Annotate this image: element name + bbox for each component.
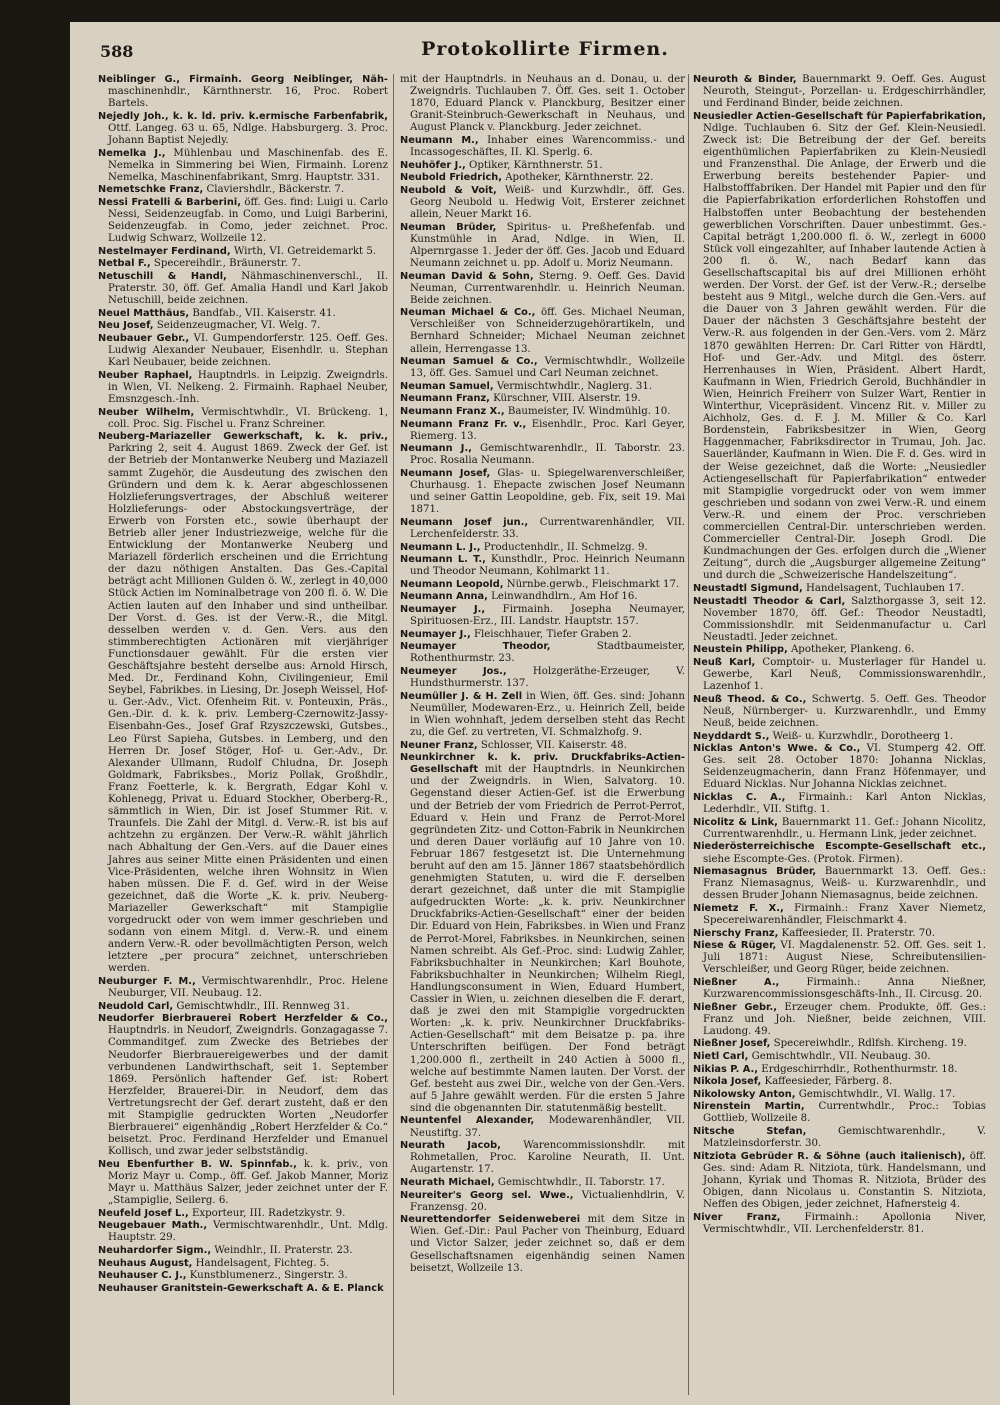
firm-details: Apotheker, Plankeng. 6. <box>790 644 915 656</box>
firm-details: Spiritus- u. Preßhefenfab. und Kunstmühle in Arad, Ndlge. in Wien, II. Alpernrgasse 1. Jeder der öff. Ges. Jacob und Eduard Neumann zeichnet u. pp. Adolf u. Moriz Neumann. <box>410 221 685 269</box>
firm-entry <box>400 740 685 752</box>
firm-entry <box>693 1051 986 1063</box>
firm-name: Neuman Samuel, <box>400 380 494 392</box>
firm-name: Nierschy Franz, <box>693 927 779 939</box>
firm-entry <box>693 977 986 1001</box>
firm-name: Neumann Josef jun., <box>400 516 529 528</box>
firm-name: Neufeld Josef L., <box>98 1207 189 1219</box>
firm-entry <box>98 1013 388 1158</box>
firm-entry <box>400 185 685 221</box>
firm-details: Victualienhdlrin, V. Franzensg. 20. <box>410 1189 685 1213</box>
column-divider <box>688 74 689 1395</box>
firm-details: VI. Stumperg 42. Off. Ges. seit 28. October 1870: Johanna Nicklas, Seidenzeugmacherin, dann Franz Höfenmayer, und Eduard Nicklas. Nur Johanna Nicklas zeichnet. <box>703 743 986 791</box>
firm-name: Nießner A., <box>693 976 780 988</box>
firm-name: Nikola Josef, <box>693 1076 762 1088</box>
firm-details: Productenhdlr., II. Schmelzg. 9. <box>483 541 648 553</box>
firm-details: Salzthorgasse 3, seit 12. November 1870, öff. Gef.: Theodor Neustadtl, Commissionshdlr. mit Seidenmanufactur u. Carl Neustadtl. Jeder zeichnet. <box>703 595 986 643</box>
firm-name: Nitsche Stefan, <box>693 1126 807 1138</box>
firm-details: Glas- u. Spiegelwarenverschleißer, Churhausg. 1. Ehepacte zwischen Josef Neumann und seiner Gattin Leopoldine, geb. Fix, seit 19. Mai 1871. <box>410 468 685 516</box>
firm-name: Neuntenfel Alexander, <box>400 1115 535 1127</box>
firm-entry <box>693 731 986 743</box>
firm-name: Neumann Josef, <box>400 468 491 479</box>
firm-name: Neustein Philipp, <box>693 644 788 656</box>
firm-details: Comptoir- u. Musterlager für Handel u. Gewerbe, Karl Neuß, Commissionswarenhdlr., Lazenhof 1. <box>703 657 986 693</box>
firm-details: siehe Escompte-Ges. (Protok. Firmen). <box>703 853 903 865</box>
firm-details: maschinenhdlr., Kärnthnerstr. 16, Proc. Robert Bartels. <box>108 86 388 110</box>
firm-name: Neumüller J. & H. Zell <box>400 690 523 702</box>
firm-entry <box>693 1038 986 1050</box>
firm-name: Nestelmayer Ferdinand, <box>98 245 231 257</box>
firm-details: Firmainh. Josepha Neumayer, Spirituosen-Erz., III. Landstr. Hauptstr. 157. <box>410 604 685 628</box>
firm-details: Mühlenbau und Maschinenfab. des E. Nemelka in Simmering bei Wien, Firmainh. Lorenz Nemelka, Maschinenfabrikant, Smrg. Hauptstr. 331. <box>108 147 388 183</box>
firm-entry <box>400 641 685 665</box>
firm-name: Neubold Friedrich, <box>400 172 502 184</box>
firm-entry <box>400 468 685 516</box>
firm-name: Neumann L. T., <box>400 554 486 566</box>
firm-details: Leinwandhdlrn., Am Hof 16. <box>491 591 638 603</box>
firm-entry <box>400 160 685 172</box>
firm-details: Ndlge. Tuchlauben 6. Sitz der Gef. Klein-Neusiedl. Zweck ist: Die Betreibung der der Gef. bereits eigenthümlichen Papierfabriken zu Klein-Neusiedl und Franzensthal. Die Anlage, der Erwerb und die Erwerbung bereits bestehender Papier- und Halbstofffabriken. Der Handel mit Papier und den für die Papierfabrikation erforderlichen Rohstoffen und Halbstoffen unter Beobachtung der bestehenden gewerblichen Vorschriften. Dauer unbestimmt. Ges.-Capital beträgt 1,200.000 fl. ö. W., zerlegt in 6000 Stück voll eingezahlter, auf Inhaber lautende Actien à 200 fl. ö. W., nach Bedarf kann das Gesellschaftscapital bis auf drei Millionen erhöht werden. Der Vorst. der Gef. ist der Verw.-R.; derselbe besteht aus 9 Mitgl., welche durch die Gen.-Vers. auf die Dauer von 3 Jahren gewählt werden. Für die Dauer der nächsten 3 Geschäftsjahre besteht der Verw.-R. aus folgenden in der Gen.-Vers. vom 2. März 1870 gewählten Herren: Dr. Carl Ritter von Härdtl, Hof- und Ger.-Adv. und Mitgl. des österr. Herrenhauses in Wien, Präsident. Albert Hardt, Kaufmann in Wien, Friedrich Gerold, Buchhändler in Wien, Heinrich Freiherr von Sulzer Wart, Rentier in Winterthur, Vicepräsident. Vincenz Rit. v. Miller zu Aichholz, Ges. d. F. J. M. Miller & Co. Karl Bordenstein, Fabriksbesitzer in Wien, Georg Haggenmacher, Fabriksdirector in Trumau, Joh. Jac. Sauerländer, Kaufmann in Wien. Die F. d. Ges. wird in der Weise gezeichnet, daß die Worte: „Neusiedler Actiengesellschaft für Papierfabrikation“ entweder mit Stampiglie vorgedruckt oder von wem immer geschrieben und sodann von zwei Verw.-R. und einem Verw.-R. und einem der Proc. verschrieben commerciellen Central-Dir. unterschrieben werden. Commercieller Central-Dir. Joseph Grodl. Die Kundmachungen der Ges. erfolgen durch die „Wiener Zeitung“, durch die „Augsburger allgemeine Zeitung“ und durch die „Schweizerische Handelszeitung“. <box>703 122 986 582</box>
firm-name: Neyddardt S., <box>693 730 770 742</box>
firm-entry <box>693 940 986 976</box>
firm-name: Neuber Raphael, <box>98 369 193 381</box>
firm-name: Neuhardorfer Sigm., <box>98 1245 212 1256</box>
firm-entry <box>98 1208 388 1220</box>
firm-entry <box>693 694 986 730</box>
firm-name: Netuschill & Handl, <box>98 271 227 282</box>
firm-name: Neuhöfer J., <box>400 159 466 171</box>
firm-details: Exporteur, III. Radetzkystr. 9. <box>191 1207 346 1219</box>
firm-details: Gemischtwarenhdlr., V. Matzleinsdorferstr. 30. <box>703 1126 986 1150</box>
firm-name: Neuner Franz, <box>400 739 478 751</box>
firm-entry <box>693 1002 986 1038</box>
firm-details: Specereiwhdlr., Rdlfsh. Kircheng. 19. <box>773 1038 967 1050</box>
firm-details: Kaffeesieder, II. Praterstr. 70. <box>781 927 935 939</box>
firm-name: Neubauer Gebr., <box>98 332 190 344</box>
firm-entry <box>98 1159 388 1207</box>
firm-name: Nemetschke Franz, <box>98 184 204 196</box>
firm-entry <box>400 752 685 1115</box>
firm-entry <box>98 370 388 406</box>
page-number: 588 <box>100 42 134 61</box>
firm-name: Neumann Franz Fr. v., <box>400 418 527 430</box>
firm-name: Nießner Gebr., <box>693 1001 777 1013</box>
firm-details: k. k. priv., von Moriz Mayr u. Comp., öff. Gef. Jakob Manner, Moriz Mayr u. Matthäus Salzer, jeder zeichnet unter der F. „Stampiglie, Seilerg. 6. <box>108 1158 388 1207</box>
firm-name: Neuburger F. M., <box>98 975 196 987</box>
firm-details: Handelsagent, Fichteg. 5. <box>195 1257 330 1269</box>
firm-name: Neugebauer Math., <box>98 1220 208 1232</box>
firm-entry <box>98 1270 388 1282</box>
firm-details: mit der Hauptndrls. in Neunkirchen und der Zweigndrls. in Wien, Salvatorg. 10. Gegenstand dieser Actien-Gef. ist die Erwerbung und der Betrieb der vom Friedrich de Perrot-Perrot, Eduard v. Hein und Franz de Perrot-Morel gegründeten Zitz- und Cotton-Fabrik in Neunkirchen und deren Dauer vorläufig auf 10 Jahre von 10. Februar 1867 festgesetzt ist. Die Unternehmung beruht auf den am 15. Jänner 1867 staatsbehördlich genehmigten Statuten, u. wird die F. derselben derart gezeichnet, daß unter die mit Stampiglie aufgedruckten Worte: „k. k. priv. Neunkirchner Druckfabriks-Actien-Gesellschaft“ einer der beiden Dir. Eduard von Hein, Fabriksbes. in Wien und Franz de Perrot-Morel, Fabriksbes. in Neunkirchen, seinen Namen schreibt. Als Gef.-Proc. sind: Ludwig Zahler, Fabriksbuchhalter in Neunkirchen; Karl Bouhote, Fabriksbuchhalter in Neunkirchen; Wilhelm Riegl, Handlungsconsument in Wien, Eduard Humbert, Cassier in Wien, u. zeichnen dieselben die F. derart, daß je zwei den mit Stampiglie vorgedruckten Worten: „k. k. priv. Neunkirchner Druckfabriks-Actien-Gesellschaft“ mit dem Beisatze p. pa. ihre Unterschriften beifügen. Der Fond beträgt 1,200.000 fl., zertheilt in 240 Actien à 5000 fl., welche auf bestimmte Namen lauten. Der Vorst. der Gef. besteht aus zwei Dir., welche von der Gen.-Vers. auf 5 Jahre gewählt werden. Für die ersten 5 Jahre sind die obgenannten Dir. statutenmäßig bestellt. <box>410 764 685 1114</box>
firm-entry <box>98 1245 388 1257</box>
firm-entry <box>693 928 986 940</box>
firm-entry <box>693 1126 986 1150</box>
firm-entry <box>98 246 388 258</box>
document-page <box>70 22 1000 1405</box>
firm-name: Niver Franz, <box>693 1211 781 1223</box>
firm-entry <box>693 74 986 110</box>
firm-name: Neusiedler Actien-Gesellschaft für Papierfabrikation, <box>693 110 986 122</box>
firm-details: Bauernmarkt 13. Oeff. Ges.: Franz Niemasagnus, Weiß- u. Kurzwarenhdlr., und dessen Bruder Johann Niemasagnus, beide zeichnen. <box>703 866 986 902</box>
firm-details: VI. Gumpendorferstr. 125. Oeff. Ges. Ludwig Alexander Neubauer, Eisenhdlr. u. Stephan Karl Neubauer, beide zeichnen. <box>108 332 388 369</box>
firm-details: Modewarenhändler, VII. Neustiftg. 37. <box>410 1115 685 1139</box>
firm-name: Nikias P. A., <box>693 1063 759 1075</box>
firm-name: Neumayer Theodor, <box>400 641 551 653</box>
firm-name: Neubold & Voit, <box>400 184 497 196</box>
firm-details: Vermischtwhdlr., Wollzeile 13, öff. Ges. Samuel und Carl Neuman zeichnet. <box>410 356 685 380</box>
middle-column <box>400 74 685 1397</box>
firm-name: Neurath Michael, <box>400 1176 495 1188</box>
firm-name: Neumeyer Jos., <box>400 666 507 677</box>
firm-name: Nejedly Joh., k. k. ld. priv. k.ermische Farbenfabrik, <box>98 110 388 122</box>
firm-name: Nemelka J., <box>98 147 166 159</box>
firm-details: Erdgeschirrhdlr., Rothenthurmstr. 18. <box>761 1063 958 1075</box>
firm-entry <box>98 197 388 245</box>
firm-entry <box>693 596 986 644</box>
firm-details: Bauernmarkt 11. Gef.: Johann Nicolitz, Currentwarenhdlr., u. Hermann Link, jeder zeichnet. <box>703 816 986 840</box>
firm-details: Eisenhdlr., Proc. Karl Geyer, Riemerg. 13. <box>410 418 685 442</box>
firm-entry <box>98 407 388 431</box>
right-column <box>693 74 986 1397</box>
firm-entry <box>693 841 986 865</box>
firm-entry <box>98 1283 388 1295</box>
firm-name: Neiblinger G., Firmainh. Georg Neiblinger, Näh- <box>98 74 388 85</box>
firm-details: in Wien, öff. Ges. sind: Johann Neumüller, Modewaren-Erz., u. Heinrich Zell, beide in Wien wohnhaft, jedem derselben steht das Recht zu, die Gef. zu vertreten, VI. Schmalzhofg. 9. <box>410 690 685 738</box>
firm-name: Neurath Jacob, <box>400 1140 501 1152</box>
firm-name: Neumann Anna, <box>400 591 488 603</box>
firm-details: Nähmaschinenverschl., II. Praterstr. 30, öff. Gef. Amalia Handl und Karl Jakob Netuschill, beide zeichnen. <box>108 271 388 307</box>
firm-entry <box>98 1258 388 1270</box>
firm-details: Gemischtwhdlr., II. Taborstr. 17. <box>497 1176 665 1188</box>
firm-name: Neurettendorfer Seidenweberei <box>400 1214 581 1226</box>
firm-name: Neureiter's Georg sel. Wwe., <box>400 1189 574 1201</box>
firm-details: Gemischtwhdlr., VI. Wallg. 17. <box>798 1088 956 1100</box>
firm-entry <box>693 644 986 656</box>
firm-name: Neumann L. J., <box>400 541 481 553</box>
firm-name: Neuel Matthäus, <box>98 307 190 319</box>
firm-details: Vermischtwhdlr., VI. Brückeng. 1, coll. Proc. Sig. Fischel u. Franz Schreiner. <box>108 406 388 430</box>
firm-details: Optiker, Kärnthnerstr. 51. <box>469 159 603 171</box>
firm-entry <box>98 1220 388 1244</box>
firm-name: Neuber Wilhelm, <box>98 406 195 418</box>
page-title: Protokollirte Firmen. <box>421 38 669 60</box>
firm-entry <box>400 604 685 628</box>
firm-entry <box>400 579 685 591</box>
firm-details: Gemischtwhdlr., III. Rennweg 31. <box>176 1000 350 1012</box>
firm-entry <box>693 1064 986 1076</box>
firm-name: Nietl Carl, <box>693 1051 749 1062</box>
firm-name: Nießner Josef, <box>693 1038 771 1050</box>
firm-name: Neumayer J., <box>400 604 486 616</box>
firm-entry <box>98 111 388 147</box>
firm-entry <box>693 792 986 816</box>
firm-name: Neunkirchner k. k. priv. Druckfabriks-Actien-Gesellschaft <box>400 752 685 776</box>
firm-details: Ottf. Langeg. 63 u. 65, Ndlge. Habsburgerg. 3. Proc. Johann Baptist Nejedly. <box>108 122 388 146</box>
firm-entry <box>400 517 685 541</box>
firm-details: Bauernmarkt 9. Oeff. Ges. August Neuroth, Steingut-, Porzellan- u. Erdgeschirrhändler, und Ferdinand Binder, beide zeichnen. <box>703 74 986 110</box>
firm-details: VI. Magdalenenstr. 52. Off. Ges. seit 1. Juli 1871: August Niese, Schreibutensilien-Verschleißer, und Georg Rüger, beide zeichnen. <box>703 940 986 976</box>
firm-name: Neuman Brüder, <box>400 221 497 233</box>
firm-name: Niese & Rüger, <box>693 940 777 952</box>
firm-details: Weiß- und Kurzwhdlr., öff. Ges. Georg Neubold u. Hedwig Voit, Ersterer zeichnet allein, Neuer Markt 16. <box>410 184 685 221</box>
firm-entry <box>693 903 986 927</box>
firm-name: Neuberg-Mariazeller Gewerkschaft, k. k. priv., <box>98 431 388 443</box>
firm-entry <box>400 629 685 641</box>
firm-entry <box>400 172 685 184</box>
firm-name: Nikolowsky Anton, <box>693 1088 796 1100</box>
firm-name: Neuhaus August, <box>98 1257 193 1269</box>
firm-details: öff. Ges. Michael Neuman, Verschleißer von Schneiderzugehörartikeln, und Bernhard Schneider; Michael Neuman zeichnet allein, Herrengasse 13. <box>410 307 685 355</box>
firm-details: mit dem Sitze in Wien. Gef.-Dir.: Paul Pacher von Theinburg, Eduard und Victor Salzer, jeder zeichnet so, daß er dem Gesellschaftsnamen eigenhändig seinen Namen beisetzt, Wollzeile 13. <box>410 1214 685 1274</box>
firm-details: Kürschner, VIII. Alserstr. 19. <box>493 393 641 405</box>
firm-entry <box>693 817 986 841</box>
firm-name: Neuhauser C. J., <box>98 1270 187 1282</box>
column-divider <box>393 74 394 1395</box>
firm-entry <box>98 148 388 184</box>
firm-details: mit der Hauptndrls. in Neuhaus an d. Donau, u. der Zweigndrls. Tuchlauben 7. Öff. Ges. seit 1. October 1870, Eduard Planck v. Planckburg, Besitzer einer Granit-Steinbruch-Gewerkschaft in Neuhaus, und August Planck v. Planckburg. Jeder zeichnet. <box>400 74 685 134</box>
firm-details: Erzeuger chem. Produkte, öff. Ges.: Franz und Joh. Nießner, beide zeichnen, VIII. Laudong. 49. <box>703 1001 986 1037</box>
firm-name: Neuroth & Binder, <box>693 74 797 85</box>
firm-details: Fleischhauer, Tiefer Graben 2. <box>473 628 632 640</box>
firm-entry <box>400 666 685 690</box>
firm-details: Wirth, VI. Getreidemarkt 5. <box>233 245 377 257</box>
firm-details: Stadtbaumeister, Rothenthurmstr. 23. <box>410 641 685 665</box>
firm-details: Warencommissionshdlr. mit Rohmetallen, Proc. Karoline Neurath, II. Unt. Augartenstr. 17. <box>410 1140 685 1176</box>
firm-entry <box>400 356 685 380</box>
firm-details: Specereihdlr., Bräunerstr. 7. <box>153 258 301 270</box>
firm-details: Vermischtwhdlr., Naglerg. 31. <box>496 380 653 392</box>
page-header <box>100 38 990 68</box>
firm-name: Neuman Michael & Co., <box>400 307 536 319</box>
firm-details: Kunstblumenerz., Singerstr. 3. <box>189 1270 348 1282</box>
firm-entry <box>400 591 685 603</box>
firm-details: Firmainh.: Anna Nießner, Kurzwarencommissionsgeschäfts-Inh., II. Circusg. 20. <box>703 976 986 1001</box>
firm-entry <box>400 381 685 393</box>
firm-entry <box>693 1212 986 1236</box>
firm-name: Nicklas C. A., <box>693 792 786 804</box>
firm-entry <box>693 866 986 902</box>
firm-details: Kunsthdlr., Proc. Heinrich Neumann und Theodor Neumann, Kohlmarkt 11. <box>410 554 685 578</box>
firm-entry <box>400 542 685 554</box>
firm-details: Nürnbe.gerwb., Fleischmarkt 17. <box>506 578 680 590</box>
firm-entry <box>400 406 685 418</box>
firm-entry <box>98 320 388 332</box>
firm-name: Neumann Franz X., <box>400 406 505 418</box>
firm-name: Neumann J., <box>400 443 472 455</box>
firm-details: öff. Ges. find: Luigi u. Carlo Nessi, Seidenzeugfab. in Como, und Luigi Barberini, Seidenzeugfab. in Como, jeder zeichnet. Proc. Ludwig Schwarz, Wollzeile 12. <box>108 196 388 245</box>
firm-details: Holzgeräthe-Erzeuger, V. Hundsthurmerstr. 137. <box>410 666 685 690</box>
firm-entry <box>400 393 685 405</box>
firm-details: Currentwhdlr., Proc.: Tobias Gottlieb, Wollzeile 8. <box>703 1101 986 1125</box>
firm-details: Hauptndrls. in Leipzig. Zweigndrls. in Wien, VI. Nelkeng. 2. Firmainh. Raphael Neuber, Emsnzgesch.-Inh. <box>108 369 388 405</box>
firm-entry <box>693 583 986 595</box>
firm-entry <box>400 1214 685 1274</box>
firm-details: Hauptndrls. in Neudorf, Zweigndrls. Gonzagagasse 7. Commanditgef. zum Zwecke des Betriebes der Neudorfer Bierbrauereigewerbes und der damit verbundenen Landwirthschaft, seit 1. September 1869. Persönlich haftender Gef. ist: Robert Herzfelder, Brauerei-Dir. in Neudorf, dem das Vertretungsrecht der Gef. derart zusteht, daß er den mit Stampiglie gedruckten Worten „Neudorfer Bierbrauerei“ eigenhändig „Robert Herzfelder & Co.“ beisetzt. Proc. Ferdinand Herzfelder und Emanuel Kollisch, und zwar jeder selbstständig. <box>108 1025 388 1158</box>
firm-name: Neustadtl Theodor & Carl, <box>693 595 846 607</box>
firm-entry <box>400 419 685 443</box>
firm-name: Nicolitz & Link, <box>693 816 778 828</box>
firm-details: Weiß- u. Kurzwhdlr., Dorotheerg 1. <box>772 730 954 742</box>
firm-entry <box>400 1177 685 1189</box>
firm-name: Neumann Leopold, <box>400 578 504 590</box>
firm-entry <box>400 1140 685 1176</box>
firm-details: Kaffeesieder, Färberg. 8. <box>764 1076 893 1088</box>
firm-entry <box>693 743 986 791</box>
firm-entry <box>400 443 685 467</box>
firm-details: Schwertg. 5. Oeff. Ges. Theodor Neuß, Nürnberger- u. Kurzwarenhdlr., und Emmy Neuß, beide zeichnen. <box>703 693 986 729</box>
firm-name: Neuman David & Sohn, <box>400 270 534 282</box>
firm-details: Vermischtwarenhdlr., Unt. Mdlg. Hauptstr. 29. <box>108 1220 388 1244</box>
firm-details: öff. Ges. sind: Adam R. Nitziota, türk. Handelsmann, und Johann, Kyriak und Thomas R. Nitziota, Brüder des Obigen, dann Nicolaus u. Constantin S. Nitziota, Neffen des Obigen, jeder zeichnet, Hafnersteig 4. <box>703 1150 986 1211</box>
firm-entry <box>98 258 388 270</box>
firm-entry <box>693 1151 986 1211</box>
firm-details: Baumeister, IV. Windmühlg. 10. <box>507 406 671 418</box>
firm-name: Neumayer J., <box>400 628 471 640</box>
firm-entry <box>98 431 388 975</box>
firm-entry <box>693 1076 986 1088</box>
firm-entry <box>693 111 986 583</box>
firm-entry <box>400 222 685 270</box>
firm-name: Nessi Fratelli & Barberini, <box>98 196 241 208</box>
firm-details: Inhaber eines Warencommiss.- und Incassogeschäftes, II. Kl. Sperlg. 6. <box>410 134 685 159</box>
firm-name: Neudorfer Bierbrauerei Robert Herzfelder & Co., <box>98 1013 388 1025</box>
firm-entry <box>98 184 388 196</box>
firm-entry <box>400 691 685 739</box>
firm-details: Vermischtwarenhdlr., Proc. Helene Neuburger, VII. Neubaug. 12. <box>108 975 388 1000</box>
firm-details: Gemischtwarenhdlr., II. Taborstr. 23. Proc. Rosalia Neumann. <box>410 443 685 467</box>
firm-name: Neuman Samuel & Co., <box>400 356 538 368</box>
firm-details: Gemischtwhdlr., VII. Neubaug. 30. <box>751 1051 931 1062</box>
firm-entry <box>400 271 685 307</box>
firm-entry <box>98 333 388 369</box>
firm-entry <box>98 1001 388 1013</box>
firm-details: Handelsagent, Tuchlauben 17. <box>805 582 965 594</box>
firm-details: Claviershdlr., Bäckerstr. 7. <box>206 184 345 196</box>
firm-details: Firmainh.: Apollonia Niver, Vermischtwhdlr., VII. Lerchenfelderstr. 81. <box>703 1211 986 1235</box>
firm-entry <box>400 74 685 134</box>
firm-entry <box>98 976 388 1000</box>
left-column <box>98 74 388 1397</box>
firm-entry <box>98 308 388 320</box>
firm-entry <box>693 1089 986 1101</box>
firm-name: Neumann Franz, <box>400 393 490 405</box>
firm-name: Niemasagnus Brüder, <box>693 866 817 878</box>
firm-details: Parkring 2, seit 4. August 1869. Zweck der Gef. ist der Betrieb der Montanwerke Neuberg und Maziazell sammt Zugehör, die Ausdeutung des zwischen den Gründern und dem k. k. Aerar abgeschlossenen Holzlieferungsvertrages, der Abschluß weiterer Holzlieferungs- oder Abstockungsverträge, der Erwerb von Forsten etc., sowie überhaupt der Betrieb aller jener Industriezweige, welche für die Entwicklung der Montanwerke Neuberg und Mariazell förderlich erscheinen und die Errichtung der dazu nöthigen Anstalten. Das Ges.-Capital beträgt acht Millionen Gulden ö. W., zerlegt in 40,000 Stück Actien im Nominalbetrage von 200 fl. ö. W. Die Actien lauten auf den Inhaber und sind untheilbar. Der Vorst. d. Ges. ist der Verw.-R., die Mitgl. desselben werden v. d. Gen. Vers. aus den stimmberechtigten Actionären mit vierjähriger Functionsdauer gewählt. Für die ersten vier Geschäftsjahre besteht derselbe aus: Arnold Hirsch, Med. Dr., Ferdinand Kohn, Civilingenieur, Emil Seybel, Fabrikbes. in Liesing, Dr. Joseph Weissel, Hof- u. Ger.-Adv., Vict. Ofenheim Rit. v. Ponteuxin, Präs., Gen.-Dir. d. k. k. priv. Lemberg-Czernowitz-Jassy-Eisenbahn-Ges., Josef Graf Rzyszczewski, Gutsbes., Leo Fürst Sapieha, Gutsbes. in Lemberg, und den Herren Dr. Josef Stöger, Hof- u. Ger.-Adv., Dr. Alexander Ullmann, Rudolf Chludna, Dr. Joseph Goldmark, Fabriksbes., Moriz Pollak, Großhdlr., Franz Foetterle, k. k. Bergrath, Edgar Kohl v. Kohlenegg, Privat u. Eduard Stockher, Oberberg-R., sämmtlich in Wien, Dir. ist Josef Stummer Rit. v. Traunfels. Die Zahl der Mitgl. d. Verw.-R. ist bis auf achtzehn zu ergänzen. Der Verw.-R. wählt jährlich nach Abhaltung der Gen.-Vers. auf die Dauer eines Jahres aus seiner Mitte einen Präsidenten und einen Vice-Präsidenten, welche ihren Wohnsitz in Wien haben müssen. Die F. d. Gef. wird in der Weise gezeichnet, daß die Worte „K. k. priv. Neuberg-Mariazeller Gewerkschaft“ mit Stampiglie vorgedruckt oder von wem immer geschrieben und sodann von einem Mitgl. d. Verw.-R. und einem andern Verw.-R. oder bevollmächtigten Person, welch letztere „per procura“ zeichnet, unterschrieben werden. <box>108 443 388 975</box>
firm-entry <box>400 1115 685 1139</box>
firm-name: Netbal F., <box>98 258 151 270</box>
firm-name: Neu Josef, <box>98 320 154 332</box>
firm-name: Nitziota Gebrüder R. & Söhne (auch italienisch), <box>693 1150 966 1162</box>
firm-entry <box>400 135 685 159</box>
firm-name: Niemetz F. X., <box>693 902 784 914</box>
firm-name: Neustadtl Sigmund, <box>693 582 803 594</box>
firm-entry <box>693 1101 986 1125</box>
firm-details: Apotheker, Kärnthnerstr. 22. <box>505 172 654 184</box>
firm-entry <box>400 554 685 578</box>
firm-name: Niederösterreichische Escompte-Gesellschaft etc., <box>693 841 986 853</box>
firm-name: Neuhauser Granitstein-Gewerkschaft A. & E. Planck <box>98 1282 384 1294</box>
firm-details: Bandfab., VII. Kaiserstr. 41. <box>192 307 336 319</box>
firm-details: Weindhlr., II. Praterstr. 23. <box>214 1245 353 1256</box>
firm-details: Seidenzeugmacher, VI. Welg. 7. <box>156 320 321 332</box>
firm-name: Neudold Carl, <box>98 1000 174 1012</box>
firm-name: Neuß Karl, <box>693 657 756 668</box>
firm-entry <box>400 1190 685 1214</box>
firm-details: Schlosser, VII. Kaiserstr. 48. <box>480 739 627 751</box>
firm-details: Firmainh.: Franz Xaver Niemetz, Specereiwarenhändler, Fleischmarkt 4. <box>703 902 986 926</box>
firm-name: Nirenstein Martin, <box>693 1101 805 1113</box>
firm-details: Currentwarenhändler, VII. Lerchenfelderstr. 33. <box>410 516 685 540</box>
firm-entry <box>693 657 986 693</box>
firm-name: Nicklas Anton's Wwe. & Co., <box>693 743 861 755</box>
firm-entry <box>98 74 388 110</box>
firm-name: Neumann M., <box>400 134 479 146</box>
firm-details: Firmainh.: Karl Anton Nicklas, Lederhdlr., VII. Stiftg. 1. <box>703 792 986 816</box>
firm-details: Sterng. 9. Oeff. Ges. David Neuman, Currentwarenhdlr. u. Heinrich Neuman. Beide zeichnen. <box>410 270 685 306</box>
firm-entry <box>98 271 388 307</box>
firm-name: Neuß Theod. & Co., <box>693 693 807 705</box>
firm-name: Neu Ebenfurther B. W. Spinnfab., <box>98 1158 297 1170</box>
firm-entry <box>400 307 685 355</box>
